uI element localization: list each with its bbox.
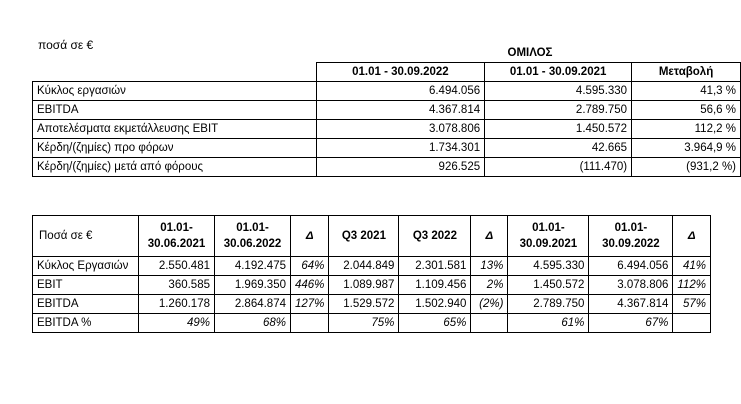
cell-value: 1.969.350 (215, 276, 291, 295)
cell-value: 4.595.330 (508, 257, 589, 276)
column-header: Q3 2021 (329, 216, 399, 257)
cell-change: 3.964,9 % (632, 139, 741, 158)
column-header: 01.01 - 30.09.2022 (316, 63, 484, 82)
cell-value: (111.470) (485, 158, 632, 177)
cell-delta: 127% (291, 295, 329, 314)
row-label: Κύκλος εργασιών (33, 82, 317, 101)
table-row (33, 276, 711, 295)
cell-value: 4.367.814 (589, 295, 673, 314)
column-header: Δ (291, 216, 329, 257)
column-header: 01.01- 30.09.2021 (508, 216, 589, 257)
table-row (33, 120, 741, 139)
row-label: EBITDA (33, 101, 317, 120)
column-header: Δ (673, 216, 711, 257)
row-label: Κέρδη/(ζημίες) μετά από φόρους (33, 158, 317, 177)
table-row (33, 314, 711, 333)
row-label: EBIT (33, 276, 139, 295)
cell-value: 68% (215, 314, 291, 333)
column-header: 01.01 - 30.09.2021 (485, 63, 632, 82)
column-header: 01.01- 30.06.2021 (139, 216, 215, 257)
column-header: Q3 2022 (399, 216, 471, 257)
table-row (33, 82, 741, 101)
cell-value: 65% (399, 314, 471, 333)
cell-delta (291, 314, 329, 333)
row-label: Κέρδη/(ζημίες) προ φόρων (33, 139, 317, 158)
cell-delta: 13% (471, 257, 508, 276)
column-header: Δ (471, 216, 508, 257)
cell-delta: (2%) (471, 295, 508, 314)
cell-value: 6.494.056 (589, 257, 673, 276)
table-header-row (33, 216, 711, 257)
cell-value: 2.550.481 (139, 257, 215, 276)
cell-value: 49% (139, 314, 215, 333)
table-row (33, 158, 741, 177)
cell-change: 56,6 % (632, 101, 741, 120)
row-label: Κύκλος Εργασιών (33, 257, 139, 276)
table-row (33, 295, 711, 314)
cell-change: 41,3 % (632, 82, 741, 101)
cell-delta: 112% (673, 276, 711, 295)
cell-value: 3.078.806 (316, 120, 484, 139)
cell-value: 2.044.849 (329, 257, 399, 276)
cell-change: (931,2 %) (632, 158, 741, 177)
cell-value: 1.529.572 (329, 295, 399, 314)
table-header-row (33, 63, 741, 82)
cell-value: 1.450.572 (508, 276, 589, 295)
cell-value: 1.109.456 (399, 276, 471, 295)
table1-group-title: ΟΜΙΛΟΣ (507, 47, 553, 59)
table-row (33, 139, 741, 158)
row-label: EBITDA % (33, 314, 139, 333)
cell-value: 75% (329, 314, 399, 333)
cell-delta: 41% (673, 257, 711, 276)
row-label: Αποτελέσματα εκμετάλλευσης EBIT (33, 120, 317, 139)
cell-delta: 57% (673, 295, 711, 314)
column-header: 01.01- 30.06.2022 (215, 216, 291, 257)
cell-delta: 2% (471, 276, 508, 295)
cell-value: 2.301.581 (399, 257, 471, 276)
cell-value: 1.734.301 (316, 139, 484, 158)
cell-value: 4.192.475 (215, 257, 291, 276)
cell-value: 2.789.750 (508, 295, 589, 314)
table-row (33, 101, 741, 120)
cell-value: 1.502.940 (399, 295, 471, 314)
cell-value: 6.494.056 (316, 82, 484, 101)
cell-value: 4.367.814 (316, 101, 484, 120)
cell-delta (471, 314, 508, 333)
cell-delta: 64% (291, 257, 329, 276)
table1-unit-label: ποσά σε € (38, 38, 94, 52)
cell-value: 3.078.806 (589, 276, 673, 295)
cell-value: 2.864.874 (215, 295, 291, 314)
summary-table (32, 62, 741, 177)
cell-value: 4.595.330 (485, 82, 632, 101)
unit-label: Ποσά σε € (33, 216, 139, 257)
table-header-blank (33, 63, 317, 82)
cell-value: 67% (589, 314, 673, 333)
cell-value: 2.789.750 (485, 101, 632, 120)
cell-value: 61% (508, 314, 589, 333)
cell-change: 112,2 % (632, 120, 741, 139)
row-label: EBITDA (33, 295, 139, 314)
cell-value: 42.665 (485, 139, 632, 158)
cell-value: 1.260.178 (139, 295, 215, 314)
cell-value: 1.450.572 (485, 120, 632, 139)
cell-delta: 446% (291, 276, 329, 295)
cell-value: 1.089.987 (329, 276, 399, 295)
cell-value: 926.525 (316, 158, 484, 177)
quarterly-table (32, 215, 711, 333)
cell-value: 360.585 (139, 276, 215, 295)
column-header: Μεταβολή (632, 63, 741, 82)
table-row (33, 257, 711, 276)
column-header: 01.01- 30.09.2022 (589, 216, 673, 257)
cell-delta (673, 314, 711, 333)
